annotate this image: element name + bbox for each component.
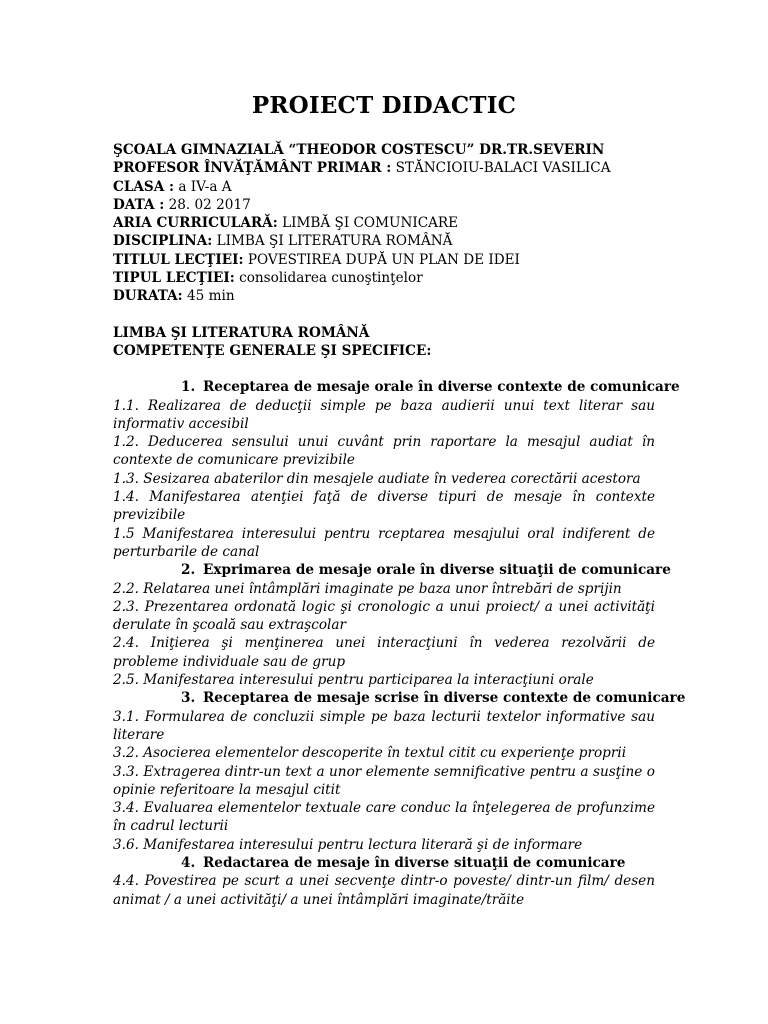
area-line: [113, 214, 655, 232]
class-label: CLASA :: [113, 178, 175, 195]
competence-item: 3.4. Evaluarea elementelor textuale care conduc la înţelegerea de profunzime în cadrul lecturii: [113, 800, 655, 835]
competences-list: [113, 378, 686, 909]
competence-item: 3.1. Formularea de concluzii simple pe baza lecturii textelor informative sau literare: [113, 708, 655, 743]
section-number: 3.: [181, 690, 196, 707]
teacher-value: STĂNCIOIU-BALACI VASILICA: [391, 160, 611, 177]
lesson-type-value: consolidarea cunoştinţelor: [234, 270, 423, 287]
competence-item: 2.3. Prezentarea ordonată logic şi cronologic a unui proiect/ a unei activităţi derulate în şcoală sau extraşcolar: [113, 598, 655, 634]
spacer: [113, 306, 655, 324]
date-value: 28. 02 2017: [164, 196, 251, 213]
section-number: 1.: [181, 379, 196, 396]
section-title: [113, 378, 680, 396]
discipline-label: DISCIPLINA:: [113, 233, 213, 250]
competence-section: [113, 378, 680, 561]
competences-heading: COMPETENŢE GENERALE ŞI SPECIFICE:: [113, 342, 432, 359]
teacher-line: [113, 159, 655, 177]
competence-item: 2.5. Manifestarea interesului pentru participarea la interacţiuni orale: [113, 672, 594, 689]
competence-item: 1.2. Deducerea sensului unui cuvânt prin raportare la mesajul audiat în contexte de comunicare previzibile: [113, 434, 655, 469]
competence-item: 2.4. Iniţierea şi menţinerea unei interacţiuni în vederea rezolvării de probleme individuale sau de grup: [113, 635, 655, 670]
lesson-type-line: [113, 269, 655, 287]
class-line: [113, 178, 655, 196]
date-label: DATA :: [113, 196, 165, 213]
lesson-header: [113, 141, 655, 306]
duration-line: [113, 287, 655, 305]
competence-section: [113, 561, 671, 689]
section-title: [113, 689, 686, 707]
class-value: a IV-a A: [174, 178, 232, 195]
lesson-title-value: POVESTIREA DUPĂ UN PLAN DE IDEI: [243, 251, 520, 268]
school-name: ŞCOALA GIMNAZIALĂ “THEODOR COSTESCU” DR.TR.SEVERIN: [113, 142, 605, 158]
competence-item: 1.5 Manifestarea interesului pentru rceptarea mesajului oral indiferent de perturbarile de canal: [113, 525, 655, 560]
section-title: [113, 561, 671, 579]
section-title-text: Exprimarea de mesaje orale în diverse situaţii de comunicare: [203, 562, 671, 579]
section-title-text: Redactarea de mesaje în diverse situaţii de comunicare: [203, 854, 626, 871]
lesson-type-label: TIPUL LECŢIEI:: [113, 270, 235, 287]
discipline-line: [113, 232, 655, 250]
competence-section: [113, 689, 686, 854]
duration-value: 45 min: [182, 288, 235, 305]
competence-item: 1.3. Sesizarea abaterilor din mesajele audiate în vederea corectării acestora: [113, 470, 641, 487]
competence-item: 3.6. Manifestarea interesului pentru lectura literară şi de informare: [113, 836, 583, 853]
competence-item: 3.3. Extragerea dintr-un text a unor elemente semnificative pentru a susţine o opinie referitoare la mesajul citit: [113, 763, 655, 798]
spacer: [113, 360, 655, 378]
school-line: [113, 141, 655, 159]
section-number: 2.: [181, 562, 196, 579]
duration-label: DURATA:: [113, 288, 183, 305]
section-title: [113, 854, 655, 872]
subject-heading: LIMBA ŞI LITERATURA ROMÂNĂ: [113, 324, 370, 341]
section-number: 4.: [181, 854, 196, 871]
discipline-value: LIMBA ŞI LITERATURA ROMÂNĂ: [212, 233, 453, 250]
lesson-title-label: TITLUL LECŢIEI:: [113, 251, 244, 268]
lesson-title-line: [113, 251, 655, 269]
competence-item: 4.4. Povestirea pe scurt a unei secvenţe dintr-o poveste/ dintr-un film/ desen animat / a unei activităţi/ a unei întâmplări imaginate/trăite: [113, 873, 655, 908]
competence-section: [113, 854, 655, 909]
competence-item: 1.1. Realizarea de deducţii simple pe baza audierii unui text literar sau informativ accesibil: [113, 397, 655, 432]
area-label: ARIA CURRICULARĂ:: [113, 215, 278, 232]
competence-item: 3.2. Asocierea elementelor descoperite în textul citit cu experienţe proprii: [113, 745, 627, 762]
competence-item: 1.4. Manifestarea atenţiei faţă de diverse tipuri de mesaje în contexte previzibile: [113, 489, 655, 524]
date-line: [113, 196, 655, 214]
document-title: PROIECT DIDACTIC: [251, 92, 517, 119]
teacher-label: PROFESOR ÎNVĂŢĂMÂNT PRIMAR :: [113, 160, 392, 177]
competence-item: 2.2. Relatarea unei întâmplări imaginate pe baza unor întrebări de sprijin: [113, 580, 622, 597]
area-value: LIMBĂ ŞI COMUNICARE: [277, 215, 459, 232]
section-title-text: Receptarea de mesaje scrise în diverse contexte de comunicare: [203, 690, 686, 707]
section-title-text: Receptarea de mesaje orale în diverse contexte de comunicare: [203, 379, 680, 396]
